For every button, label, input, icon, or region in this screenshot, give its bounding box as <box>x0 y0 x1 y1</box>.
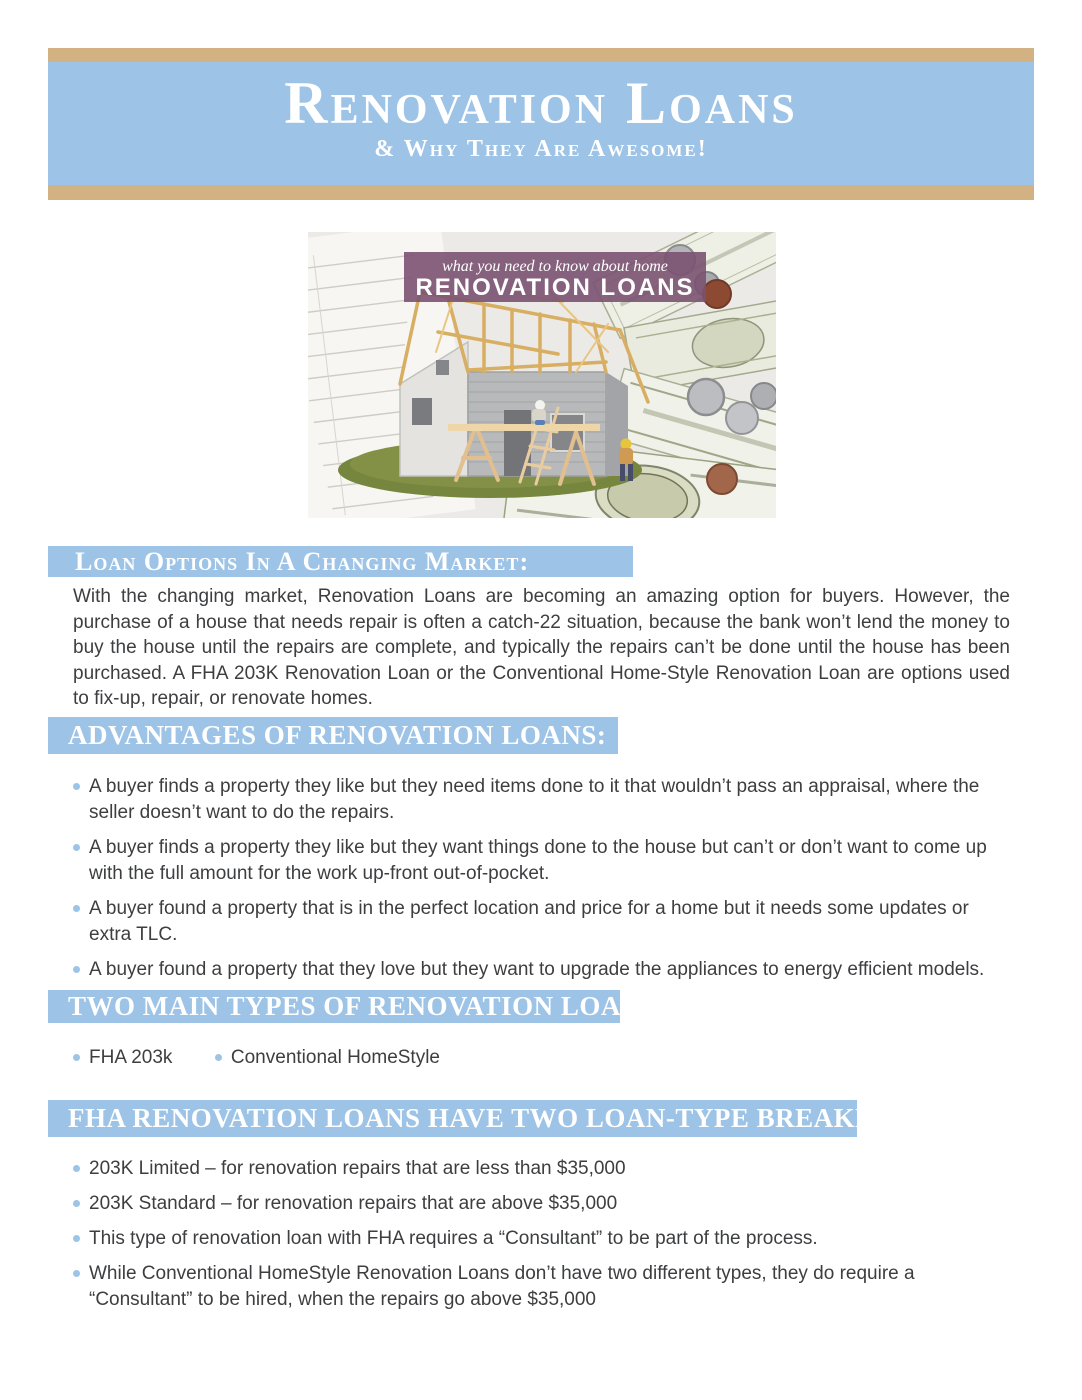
list-item: 203K Limited – for renovation repairs that are less than $35,000 <box>73 1156 1003 1182</box>
list-item: A buyer finds a property they like but they want things done to the house but can’t or don’t want to come up with the full amount for the work up-front out-of-pocket. <box>73 835 1003 887</box>
list-item: While Conventional HomeStyle Renovation Loans don’t have two different types, they do require a “Consultant” to be hired, when the repairs go above $35,000 <box>73 1261 1003 1313</box>
section-heading-advantages: ADVANTAGES OF RENOVATION LOANS: <box>48 717 618 754</box>
section-heading-fha-breakdowns: FHA RENOVATION LOANS HAVE TWO LOAN-TYPE BREAKDOWNS: <box>48 1100 857 1137</box>
plank <box>448 424 600 431</box>
page-subtitle: & Why They Are Awesome! <box>374 136 708 162</box>
list-item: A buyer finds a property they like but they need items done to it that wouldn’t pass an appraisal, where the seller doesn’t want to do the repairs. <box>73 774 1003 826</box>
list-item: A buyer found a property that they love but they want to upgrade the appliances to energy efficient models. <box>73 957 1003 983</box>
market-paragraph: With the changing market, Renovation Loans are becoming an amazing option for buyers. However, the purchase of a house that needs repair is often a catch-22 situation, because the bank won’t lend the money to buy the house until the repairs are complete, and typically the repairs can’t be done until the house has been purchased. A FHA 203K Renovation Loan or the Conventional Home-Style Renovation Loan are options used to fix-up, repair, or renovate homes. <box>73 586 1010 709</box>
advantages-list <box>73 774 1003 992</box>
list-item: This type of renovation loan with FHA requires a “Consultant” to be part of the process. <box>73 1226 1003 1252</box>
list-item: Conventional HomeStyle <box>215 1045 440 1071</box>
page-title: Renovation Loans <box>284 70 798 136</box>
section-heading-two-types: TWO MAIN TYPES OF RENOVATION LOANS: <box>48 990 620 1023</box>
fha-breakdowns-list <box>73 1156 1003 1322</box>
list-item: A buyer found a property that is in the perfect location and price for a home but it needs some updates or extra TLC. <box>73 896 1003 948</box>
hero-photo <box>308 232 776 518</box>
list-item: 203K Standard – for renovation repairs that are above $35,000 <box>73 1191 1003 1217</box>
hero-photo-illustration <box>308 232 776 518</box>
masthead <box>48 62 1034 185</box>
list-item: FHA 203k <box>73 1045 172 1071</box>
hero-banner-title-text: RENOVATION LOANS <box>415 274 695 301</box>
section-heading-market: Loan Options In A Changing Market: <box>48 546 633 577</box>
two-types-list <box>73 1045 1033 1071</box>
masthead-top-rule <box>48 48 1034 62</box>
masthead-bottom-rule <box>48 185 1034 200</box>
hero-banner <box>404 252 706 302</box>
hero-banner-script-text: what you need to know about home <box>442 258 668 275</box>
